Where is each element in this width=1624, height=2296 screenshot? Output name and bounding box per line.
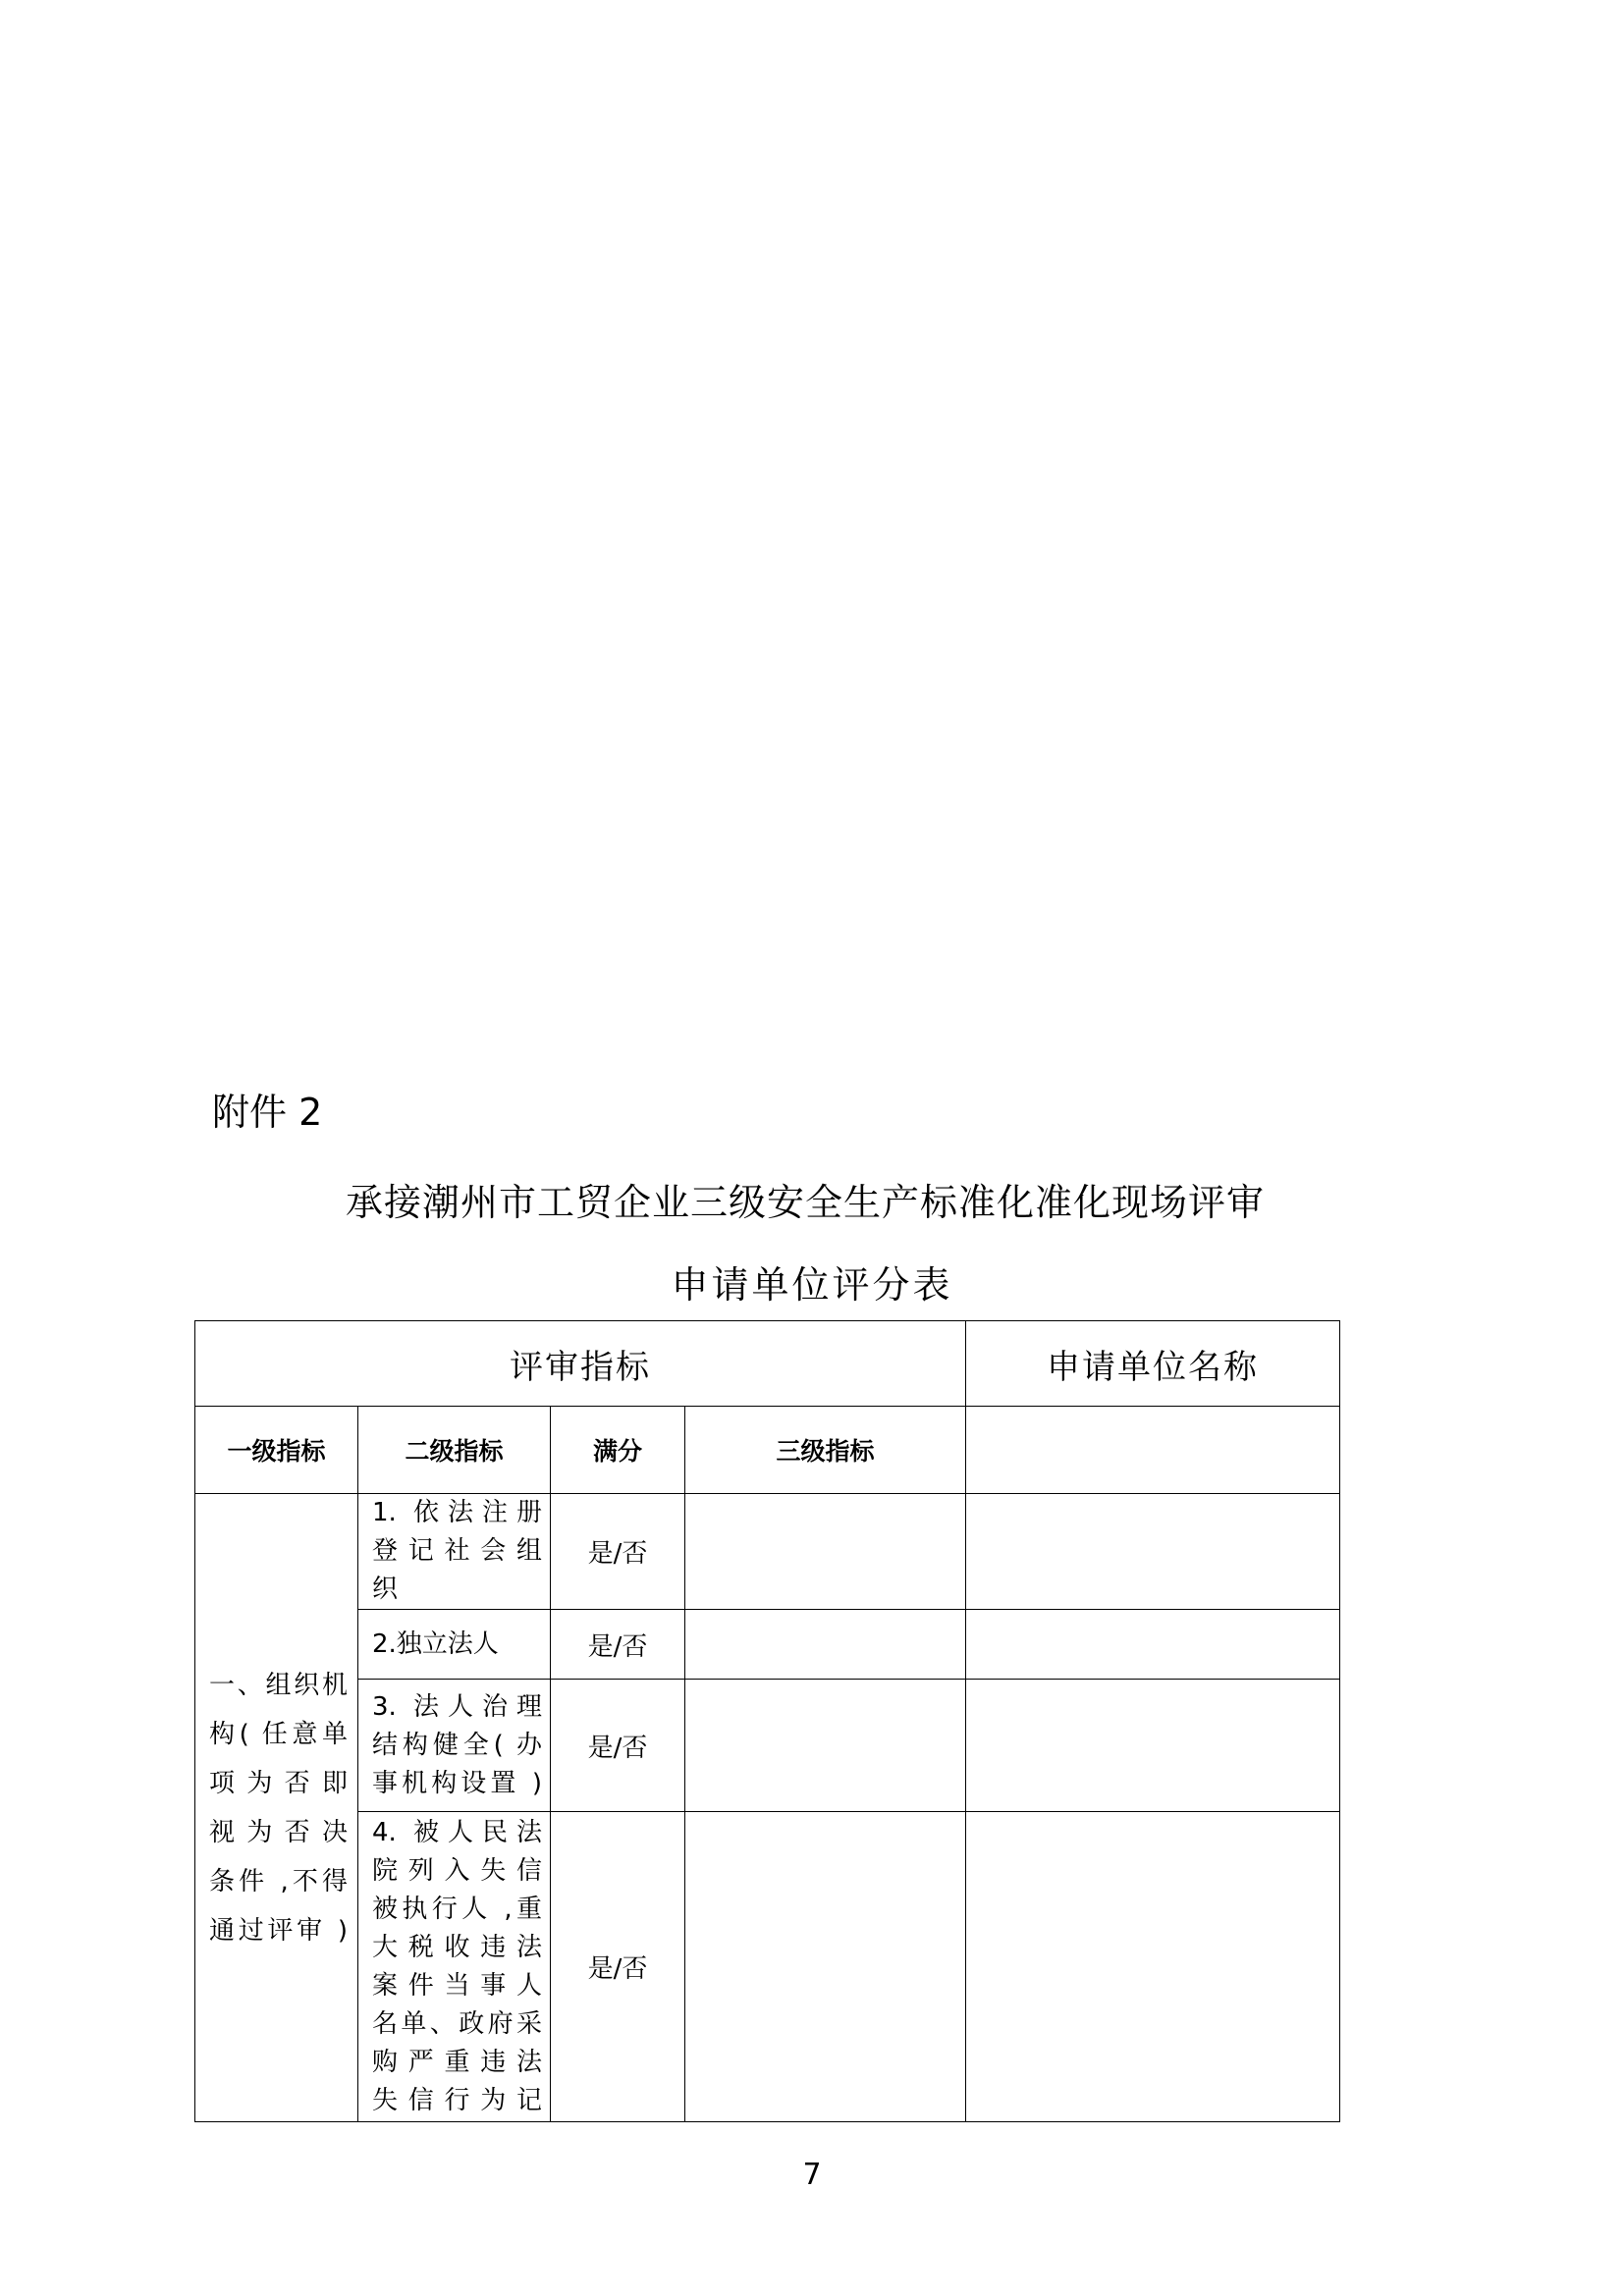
table-header-row-top xyxy=(195,1321,1340,1407)
level2-line: 登记社会组 xyxy=(372,1536,542,1566)
level1-line: 通过评审 ) xyxy=(209,1915,348,1946)
level2-line: 失信行为记 xyxy=(372,2085,542,2115)
table-row xyxy=(195,1610,1340,1680)
table-row xyxy=(195,1680,1340,1812)
page-number: 7 xyxy=(802,2158,822,2192)
full-score-cell: 是/否 xyxy=(551,1494,685,1610)
level3-cell xyxy=(685,1812,966,2122)
table-header-row-sub xyxy=(195,1407,1340,1494)
full-score-cell: 是/否 xyxy=(551,1610,685,1680)
level2-cell xyxy=(358,1494,551,1610)
level2-line: 购严重违法 xyxy=(372,2047,542,2077)
header-full-score: 满分 xyxy=(551,1407,685,1494)
level2-line: 事机构设置 ) xyxy=(372,1768,542,1798)
level2-cell xyxy=(358,1610,551,1680)
level2-line: 院列入失信 xyxy=(372,1855,542,1886)
level2-line: 1. 依法注册 xyxy=(372,1498,542,1527)
header-level1: 一级指标 xyxy=(195,1407,358,1494)
header-criteria: 评审指标 xyxy=(195,1321,966,1407)
document-title-line-1: 承接潮州市工贸企业三级安全生产标准化准化现场评审 xyxy=(345,1181,1265,1224)
header-level3: 三级指标 xyxy=(685,1407,966,1494)
level1-line: 构( 任意单 xyxy=(209,1719,348,1749)
full-score-cell: 是/否 xyxy=(551,1812,685,2122)
level1-line: 视为否决 xyxy=(209,1817,348,1847)
document-title-line-2: 申请单位评分表 xyxy=(671,1263,953,1307)
level2-line: 3. 法人治理 xyxy=(372,1691,542,1722)
level1-cell-organization xyxy=(195,1494,358,2122)
level1-line: 条件 ,不得 xyxy=(209,1866,348,1896)
level3-cell xyxy=(685,1680,966,1812)
header-applicant-value xyxy=(966,1407,1340,1494)
applicant-cell xyxy=(966,1494,1340,1610)
scoring-table xyxy=(194,1320,1340,2122)
applicant-cell xyxy=(966,1680,1340,1812)
level2-line: 被执行人 ,重 xyxy=(372,1894,542,1924)
header-level2: 二级指标 xyxy=(358,1407,551,1494)
level1-line: 一、组织机 xyxy=(209,1670,348,1700)
attachment-label: 附件 2 xyxy=(212,1091,323,1134)
level3-cell xyxy=(685,1610,966,1680)
table-row xyxy=(195,1812,1340,2122)
level3-cell xyxy=(685,1494,966,1610)
applicant-cell xyxy=(966,1610,1340,1680)
applicant-cell xyxy=(966,1812,1340,2122)
level2-line: 4. 被人民法 xyxy=(372,1817,542,1847)
header-applicant-name: 申请单位名称 xyxy=(966,1321,1340,1407)
level2-line: 2.独立法人 xyxy=(372,1629,499,1659)
level1-line: 项为否即 xyxy=(209,1768,348,1798)
table-row xyxy=(195,1494,1340,1610)
level2-line: 案件当事人 xyxy=(372,1970,542,2001)
level2-line: 织 xyxy=(372,1575,399,1604)
full-score-cell: 是/否 xyxy=(551,1680,685,1812)
level2-line: 大税收违法 xyxy=(372,1932,542,1962)
level2-cell xyxy=(358,1812,551,2122)
level2-line: 名单、政府采 xyxy=(372,2008,542,2039)
level2-cell xyxy=(358,1680,551,1812)
level2-line: 结构健全( 办 xyxy=(372,1730,542,1760)
